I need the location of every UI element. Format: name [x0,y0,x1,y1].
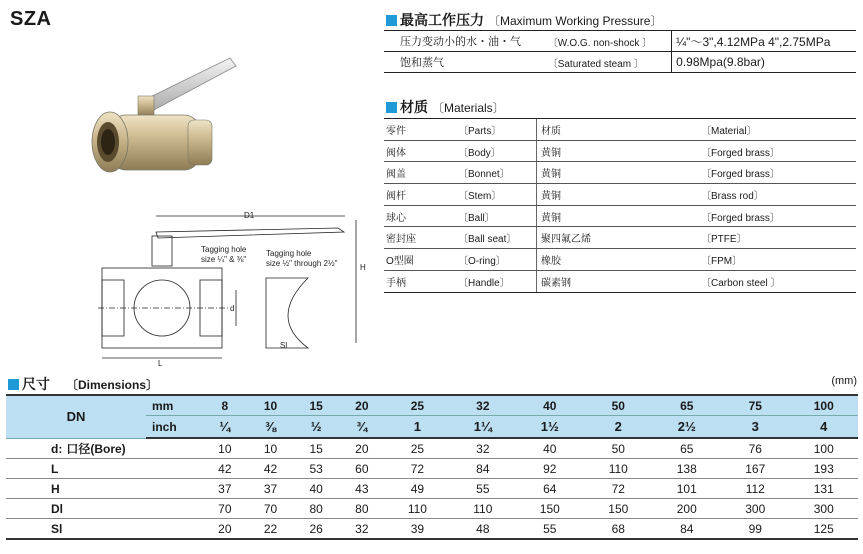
size-mm: 8 [202,395,248,416]
dimension-value: 300 [721,499,789,519]
section-marker-icon [386,102,397,113]
dimension-value: 20 [339,438,385,459]
dimension-value: 72 [584,479,652,499]
pressure-condition-en: 〔Saturated steam 〕 [544,52,672,73]
dimension-label [6,479,202,499]
material-row [384,249,856,271]
material-zh: 碳素钢 [537,270,700,292]
dn-header: DN [6,395,146,438]
height-label: H [360,263,366,272]
dimension-value: 40 [516,438,584,459]
pressure-value: 0.98Mpa(9.8bar) [672,52,856,73]
size-mm: 10 [248,395,294,416]
dimension-value: 80 [339,499,385,519]
handle-outline [156,228,344,238]
material-zh: 黄铜 [537,140,700,162]
pressure-title-en: 〔Maximum Working Pressure〕 [488,13,663,28]
dimensions-title-en: 〔Dimensions〕 [66,377,159,392]
material-zh: 材质 [537,119,700,141]
dimension-value: 68 [584,519,652,540]
size-inch: ¼ [202,416,248,439]
material-row [384,162,856,184]
pressure-table [384,30,856,73]
dimension-value: 55 [450,479,515,499]
material-row [384,205,856,227]
length-label: L [158,359,163,368]
side-view-outline [266,278,308,348]
valve-drawing [98,208,378,368]
size-inch: ½ [293,416,339,439]
dimension-value: 39 [385,519,450,540]
dimensions-table [6,394,858,540]
dimension-value: 64 [516,479,584,499]
dimension-value: 110 [584,459,652,479]
model-title: SZA [10,8,52,30]
part-name-en: 〔O-ring〕 [456,249,537,271]
dimension-label [6,499,202,519]
materials-title-zh: 材质 [400,99,428,115]
material-row [384,119,856,141]
dimension-value: 10 [248,438,294,459]
section-marker-icon [8,379,19,390]
dimension-row [6,459,858,479]
material-row [384,184,856,206]
dimension-value: 72 [385,459,450,479]
dimension-value: 65 [653,438,721,459]
dimension-value: 150 [516,499,584,519]
dimension-value: 20 [202,519,248,540]
dimension-value: 40 [293,479,339,499]
tagging-hole-large-line1: Tagging hole [266,249,312,258]
size-inch: ⅜ [248,416,294,439]
size-mm-row [6,395,858,416]
material-row [384,227,856,249]
part-name-zh: 阀体 [384,140,456,162]
materials-heading [386,97,505,117]
part-name-en: 〔Bonnet〕 [456,162,537,184]
tagging-hole-small-line1: Tagging hole [201,245,247,254]
material-en: 〔FPM〕 [699,249,856,271]
dimension-value: 112 [721,479,789,499]
material-en: 〔Carbon steel 〕 [699,270,856,292]
part-name-zh: 阀杆 [384,184,456,206]
size-inch: 2½ [653,416,721,439]
dimension-value: 42 [202,459,248,479]
dimension-value: 48 [450,519,515,540]
dimension-value: 22 [248,519,294,540]
dimensions-title-zh: 尺寸 [22,376,50,392]
dimension-value: 84 [653,519,721,540]
pressure-row [384,52,856,73]
dimension-value: 101 [653,479,721,499]
unit-note: (mm) [831,375,857,387]
size-inch: ¾ [339,416,385,439]
dimension-row [6,438,858,459]
dimension-value: 55 [516,519,584,540]
size-mm: 75 [721,395,789,416]
dimension-value: 300 [790,499,859,519]
dimension-value: 25 [385,438,450,459]
size-mm: 100 [790,395,859,416]
size-inch: 1¼ [450,416,515,439]
size-mm: 15 [293,395,339,416]
size-inch: 2 [584,416,652,439]
size-mm: 40 [516,395,584,416]
size-mm: 50 [584,395,652,416]
dimension-symbol: H [51,481,60,496]
material-en: 〔Forged brass〕 [699,205,856,227]
dimension-value: 131 [790,479,859,499]
dimension-value: 70 [202,499,248,519]
bore-label: d [230,304,235,313]
dimension-symbol: d: [51,442,63,456]
pressure-condition-zh: 饱和蒸气 [384,52,544,73]
dimension-value: 200 [653,499,721,519]
dimension-value: 37 [202,479,248,499]
part-name-zh: 密封座 [384,227,456,249]
mm-unit-label: mm [146,395,202,416]
dimension-value: 53 [293,459,339,479]
dimension-label [6,519,202,540]
tagging-hole-small-line2: size ¼" & ⅜" [201,255,247,264]
pressure-heading [386,10,662,30]
dimension-label [6,459,202,479]
size-mm: 65 [653,395,721,416]
dimension-value: 167 [721,459,789,479]
dimension-value: 138 [653,459,721,479]
dimension-value: 70 [248,499,294,519]
dimensions-heading [8,374,158,394]
dimension-value: 84 [450,459,515,479]
part-name-en: 〔Body〕 [456,140,537,162]
part-name-zh: O型圈 [384,249,456,271]
material-zh: 黄铜 [537,162,700,184]
size-inch: 1½ [516,416,584,439]
dimension-value: 60 [339,459,385,479]
dimension-value: 125 [790,519,859,540]
dimension-value: 110 [385,499,450,519]
dimension-value: 110 [450,499,515,519]
pressure-row [384,31,856,52]
dimension-value: 99 [721,519,789,540]
size-inch: 3 [721,416,789,439]
part-name-zh: 球心 [384,205,456,227]
size-mm: 32 [450,395,515,416]
material-zh: 黄铜 [537,205,700,227]
materials-table [384,118,856,293]
size-mm: 20 [339,395,385,416]
dimension-label [6,438,202,459]
dimension-value: 193 [790,459,859,479]
material-en: 〔PTFE〕 [699,227,856,249]
sl-label: Sl [280,341,288,350]
dimension-symbol: Dl [51,501,63,516]
dimension-value: 43 [339,479,385,499]
stem-outline [152,236,172,266]
section-marker-icon [386,15,397,26]
material-en: 〔Forged brass〕 [699,162,856,184]
pressure-value: ¼"～3",4.12MPa 4",2.75MPa [672,31,856,52]
valve-photo [80,40,240,190]
part-name-en: 〔Ball〕 [456,205,537,227]
material-row [384,270,856,292]
dimension-value: 92 [516,459,584,479]
part-name-zh: 阀盖 [384,162,456,184]
dimension-value: 15 [293,438,339,459]
dimension-value: 49 [385,479,450,499]
dimension-value: 76 [721,438,789,459]
size-inch: 1 [385,416,450,439]
material-row [384,140,856,162]
material-zh: 聚四氟乙烯 [537,227,700,249]
dimension-value: 150 [584,499,652,519]
dimension-symbol: Sl [51,521,63,536]
dimension-value: 37 [248,479,294,499]
dimension-row [6,519,858,540]
part-name-en: 〔Parts〕 [456,119,537,141]
part-name-en: 〔Stem〕 [456,184,537,206]
d1-label: D1 [244,211,255,220]
inch-unit-label: inch [146,416,202,439]
dimension-row [6,499,858,519]
material-zh: 橡胶 [537,249,700,271]
part-name-zh: 手柄 [384,270,456,292]
dimension-value: 50 [584,438,652,459]
part-name-en: 〔Ball seat〕 [456,227,537,249]
size-mm: 25 [385,395,450,416]
pressure-condition-en: 〔W.O.G. non-shock 〕 [544,31,672,52]
dimension-value: 10 [202,438,248,459]
material-en: 〔Material〕 [699,119,856,141]
material-en: 〔Forged brass〕 [699,140,856,162]
dimension-value: 32 [450,438,515,459]
dimension-row [6,479,858,499]
dimension-symbol: L [51,461,59,476]
tagging-hole-large-line2: size ½" through 2½" [266,259,338,268]
dimension-value: 100 [790,438,859,459]
pressure-title-zh: 最高工作压力 [400,12,484,28]
dimension-value: 26 [293,519,339,540]
dimension-sub-label: 口径(Bore) [66,442,126,456]
dimension-value: 42 [248,459,294,479]
dimension-value: 32 [339,519,385,540]
materials-title-en: 〔Materials〕 [432,100,505,115]
size-inch: 4 [790,416,859,439]
dimension-value: 80 [293,499,339,519]
material-zh: 黄铜 [537,184,700,206]
material-en: 〔Brass rod〕 [699,184,856,206]
part-name-zh: 零件 [384,119,456,141]
part-name-en: 〔Handle〕 [456,270,537,292]
pressure-condition-zh: 压力变动小的水・油・气 [384,31,544,52]
